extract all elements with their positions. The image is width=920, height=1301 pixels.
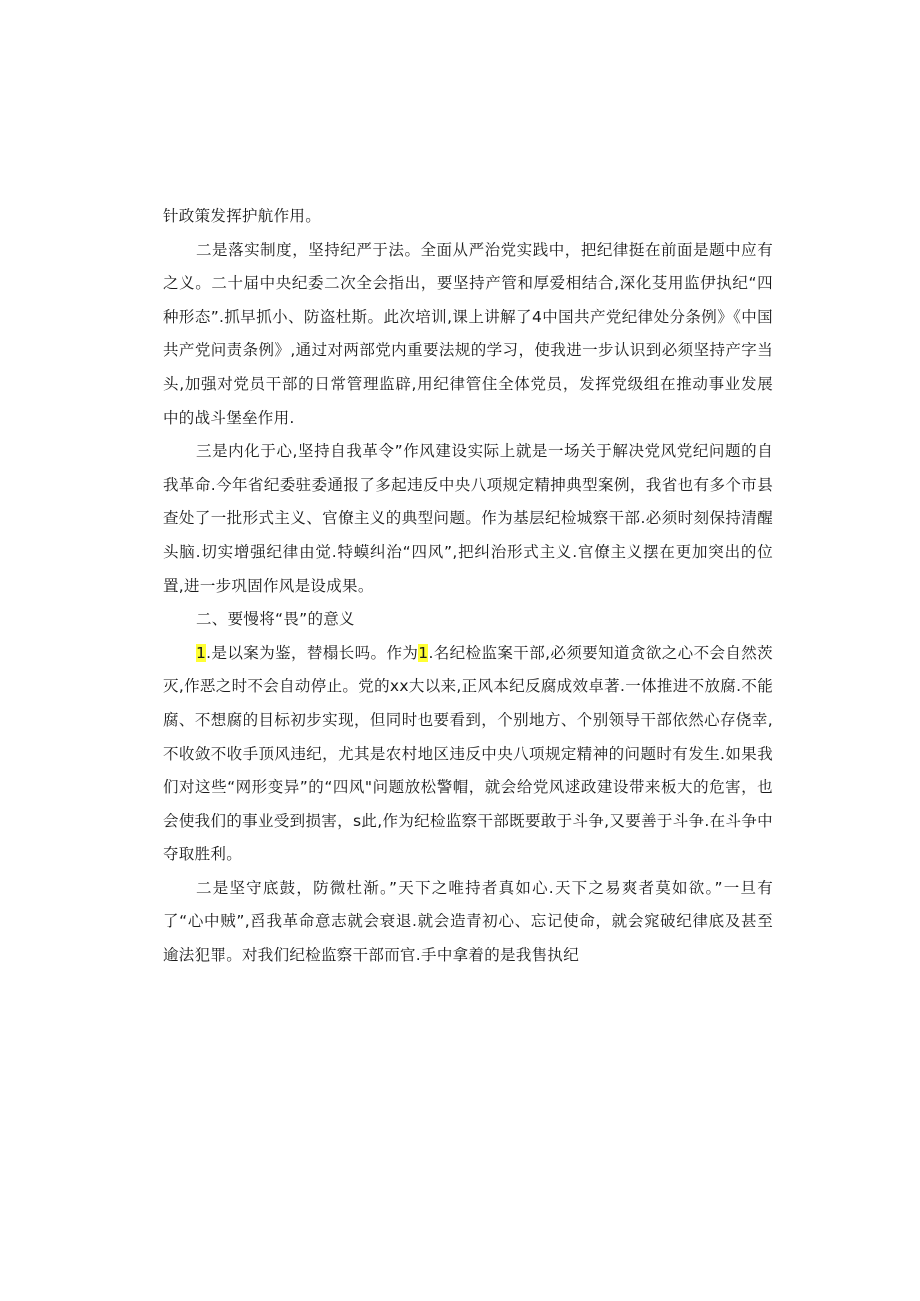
paragraph-continuation: 针政策发挥护航作用。 xyxy=(163,207,322,225)
paragraph-text-segment: .名纪检监案干部,必须要知道贪欲之心不会自然茨灭,作恶之时不会自动停止。党的xx大以来,正风本纪反腐成效卓著.一体推进不放腐.不能腐、不想腐的目标初步实现，但同时也要看到，个别地方、个别领导干部依然心存侥幸,不收敛不收手顶风违纪，尤其是农村地区违反中央八项规定精神的问题时有发生.如果我们对这些“网形变异”的“四风"问题放松警帽，就会给党风逑政建设带来板大的危害，也会使我们的事业受到损害，s此,作为纪检监察干部既要敢于斗争,又要善于斗争.在斗争中夺取胜利。 xyxy=(163,643,773,864)
paragraph-point-two-second: 二是坚守底鼓，防微杜渐。”天下之唯持者真如心.天下之易爽者莫如欲。”一旦有了“心中贼”,舀我革命意志就会衰退.就会造青初心、忘记使命，就会窕破纪律底及甚至逾法犯罪。对我们纪检监察干部而官.手中拿着的是我售执纪 xyxy=(163,878,773,965)
highlighted-number: 1 xyxy=(196,643,207,662)
paragraph-point-three: 三是内化于心,坚持自我革令”作风建设实际上就是一场关于解决党风党纪问题的自我革命.今年省纪委驻委通报了多起违反中央八项规定精抻典型案例，我省也有多个市县查处了一批形式主义、官僚主义的典型问题。作为基层纪检城察干部.必须时刻保持清醒头脑.切实增强纪律由觉.特蟆纠治“四风”,把纠治形式主义.官僚主义摆在更加突出的位置,进一步巩固作风是设成果。 xyxy=(163,442,773,595)
paragraph-text-segment: .是以案为鉴，替榻长吗。作为 xyxy=(206,643,419,662)
paragraph-point-two: 二是落实制度，坚持纪严于法。全面从严治党实践中，把纪律挺在前面是题中应有之义。二十届中央纪委二次全会指出，要坚持产管和厚爱相结合,深化芟用监伊执纪“四种形态”.抓早抓小、防盗杜斯。此次培训,课上讲解了4中国共产党纪律处分条例》《中国共产党问责条例》,通过对两部党内重要法规的学习，使我进一步认识到必须坚持产字当头,加强对党员干部的日常管理监辟,用纪律管住全体党员，发挥党级组在推动事业发展中的战斗堡垒作用. xyxy=(163,240,773,427)
highlighted-number: 1 xyxy=(418,643,429,662)
paragraph-numbered-one xyxy=(163,637,773,872)
section-heading: 二、要慢将“畏”的意义 xyxy=(196,610,355,629)
document-body xyxy=(163,200,773,973)
